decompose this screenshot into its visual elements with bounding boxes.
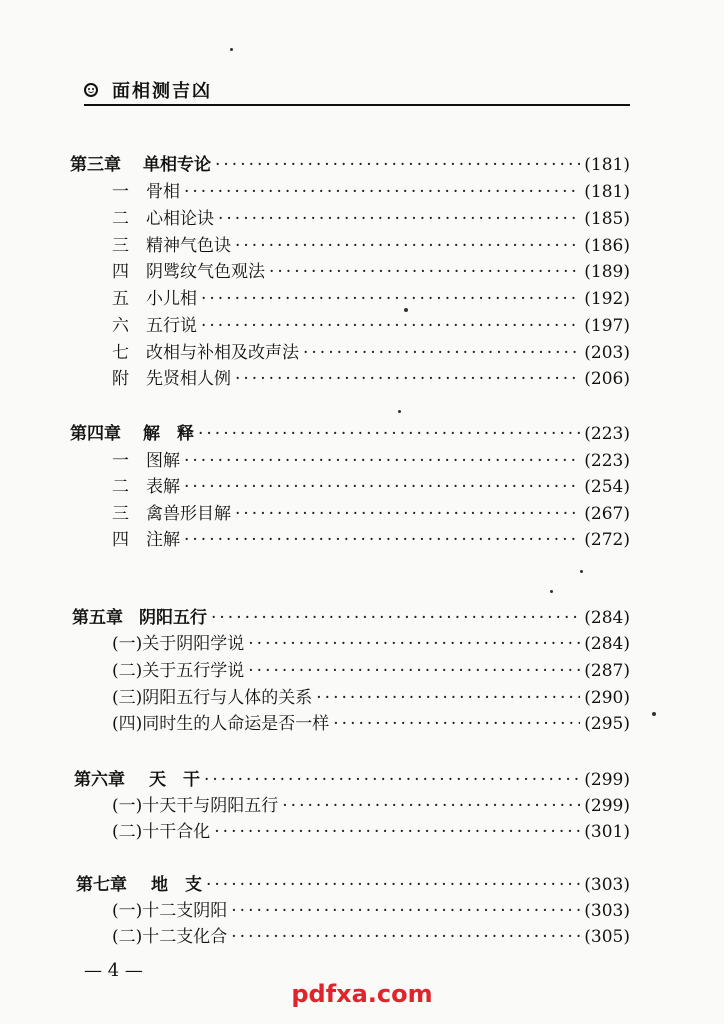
page-ref: (290) <box>584 688 630 708</box>
dot-leader <box>215 153 580 177</box>
running-header <box>84 74 630 106</box>
toc-section <box>112 925 630 949</box>
section-label: (二) <box>112 927 143 947</box>
section-title: 关于阴阳学说 <box>142 634 245 654</box>
page-ref: (287) <box>584 661 630 681</box>
page-ref: (299) <box>584 770 630 790</box>
dot-leader <box>211 606 580 630</box>
section-title: 十二支阴阳 <box>142 901 228 921</box>
page-ref: (254) <box>584 477 630 497</box>
section-label: 三 <box>112 236 129 256</box>
watermark-link[interactable]: pdfxa.com <box>291 980 433 1008</box>
chapter-title: 解 释 <box>143 424 194 444</box>
toc-section <box>112 341 630 365</box>
page-ref: (305) <box>584 927 630 947</box>
page-ref: (267) <box>584 504 630 524</box>
toc-section <box>112 659 630 683</box>
section-label: 一 <box>112 451 129 471</box>
dot-leader <box>184 449 580 473</box>
section-label: 五 <box>112 289 129 309</box>
page-ref: (303) <box>584 901 630 921</box>
dot-leader <box>231 925 580 949</box>
scan-speck <box>550 590 553 593</box>
page-ref: (206) <box>584 369 630 389</box>
smiley-icon <box>84 83 98 97</box>
section-label: (三) <box>112 688 143 708</box>
chapter-title: 地 支 <box>151 875 202 895</box>
chapter-title: 单相专论 <box>143 155 211 175</box>
toc-section <box>112 712 630 736</box>
scan-speck <box>580 570 583 573</box>
toc-section <box>112 260 630 284</box>
page-ref: (284) <box>584 634 630 654</box>
section-title: 阴阳五行与人体的关系 <box>142 688 313 708</box>
section-title: 小儿相 <box>146 289 197 309</box>
section-title: 图解 <box>146 451 180 471</box>
chapter-title: 天 干 <box>149 770 200 790</box>
page-ref: (203) <box>584 343 630 363</box>
section-title: 心相论诀 <box>146 209 214 229</box>
toc-section <box>112 502 630 526</box>
header-divider <box>84 104 630 106</box>
page-ref: (223) <box>584 451 630 471</box>
section-label: (一) <box>112 634 143 654</box>
book-title: 面相测吉凶 <box>112 81 212 102</box>
dot-leader <box>184 528 580 552</box>
dot-leader <box>248 632 580 656</box>
scan-speck <box>404 308 408 312</box>
section-label: (二) <box>112 661 143 681</box>
toc-section <box>112 234 630 258</box>
page-ref: (303) <box>584 875 630 895</box>
section-label: 四 <box>112 530 129 550</box>
toc-chapter-4 <box>70 422 630 446</box>
dot-leader <box>218 207 580 231</box>
section-title: 禽兽形目解 <box>146 504 231 524</box>
section-title: 十二支化合 <box>142 927 228 947</box>
section-title: 表解 <box>146 477 180 497</box>
section-label: (一) <box>112 796 143 816</box>
section-title: 五行说 <box>146 316 197 336</box>
dot-leader <box>201 287 580 311</box>
dot-leader <box>316 686 580 710</box>
page-ref: (197) <box>584 316 630 336</box>
chapter-title: 阴阳五行 <box>139 608 207 628</box>
dot-leader <box>235 502 580 526</box>
page-ref: (223) <box>584 424 630 444</box>
dot-leader <box>206 873 580 897</box>
dot-leader <box>248 659 580 683</box>
toc-section <box>112 475 630 499</box>
section-label: 四 <box>112 262 129 282</box>
toc-chapter-6 <box>74 768 630 792</box>
toc-chapter-7 <box>76 873 630 897</box>
section-label: 二 <box>112 477 129 497</box>
section-title: 关于五行学说 <box>142 661 245 681</box>
toc-section <box>112 632 630 656</box>
chapter-label: 第四章 <box>70 424 121 444</box>
toc-section <box>112 207 630 231</box>
section-label: 附 <box>112 369 129 389</box>
toc-section <box>112 899 630 923</box>
dot-leader <box>184 475 580 499</box>
page-number: — 4 — <box>84 960 143 981</box>
toc-section <box>112 367 630 391</box>
scan-speck <box>652 712 656 716</box>
section-label: 七 <box>112 343 129 363</box>
toc-section <box>112 449 630 473</box>
toc-chapter-3 <box>70 153 630 177</box>
section-title: 先贤相人例 <box>146 369 231 389</box>
section-label: 六 <box>112 316 129 336</box>
page-ref: (181) <box>584 155 630 175</box>
section-label: (四) <box>112 714 143 734</box>
page-ref: (301) <box>584 822 630 842</box>
section-label: (一) <box>112 901 143 921</box>
scan-speck <box>398 410 401 413</box>
chapter-label: 第七章 <box>76 875 127 895</box>
dot-leader <box>231 899 580 923</box>
page-ref: (299) <box>584 796 630 816</box>
chapter-label: 第六章 <box>74 770 125 790</box>
toc-section <box>112 686 630 710</box>
dot-leader <box>282 794 580 818</box>
section-label: 一 <box>112 182 129 202</box>
toc-section <box>112 180 630 204</box>
section-label: (二) <box>112 822 143 842</box>
page-ref: (272) <box>584 530 630 550</box>
dot-leader <box>214 820 580 844</box>
toc-section <box>112 528 630 552</box>
scan-speck <box>230 48 233 51</box>
chapter-label: 第三章 <box>70 155 121 175</box>
section-title: 十天干与阴阳五行 <box>142 796 279 816</box>
section-title: 阴骘纹气色观法 <box>146 262 265 282</box>
section-title: 精神气色诀 <box>146 236 231 256</box>
dot-leader <box>235 367 580 391</box>
toc-section <box>112 820 630 844</box>
dot-leader <box>303 341 580 365</box>
toc-section <box>112 287 630 311</box>
toc-section <box>112 314 630 338</box>
dot-leader <box>198 422 580 446</box>
page-ref: (189) <box>584 262 630 282</box>
page-ref: (181) <box>584 182 630 202</box>
page-ref: (295) <box>584 714 630 734</box>
section-title: 十干合化 <box>142 822 211 842</box>
page-ref: (186) <box>584 236 630 256</box>
dot-leader <box>235 234 580 258</box>
section-label: 三 <box>112 504 129 524</box>
dot-leader <box>184 180 580 204</box>
chapter-label: 第五章 <box>72 608 123 628</box>
dot-leader <box>204 768 580 792</box>
toc-chapter-5 <box>72 606 630 630</box>
dot-leader <box>333 712 580 736</box>
section-title: 同时生的人命运是否一样 <box>142 714 330 734</box>
section-title: 注解 <box>146 530 180 550</box>
section-title: 骨相 <box>146 182 180 202</box>
dot-leader <box>201 314 580 338</box>
page-ref: (192) <box>584 289 630 309</box>
dot-leader <box>269 260 580 284</box>
toc-section <box>112 794 630 818</box>
section-label: 二 <box>112 209 129 229</box>
page-ref: (284) <box>584 608 630 628</box>
page-ref: (185) <box>584 209 630 229</box>
section-title: 改相与补相及改声法 <box>146 343 299 363</box>
